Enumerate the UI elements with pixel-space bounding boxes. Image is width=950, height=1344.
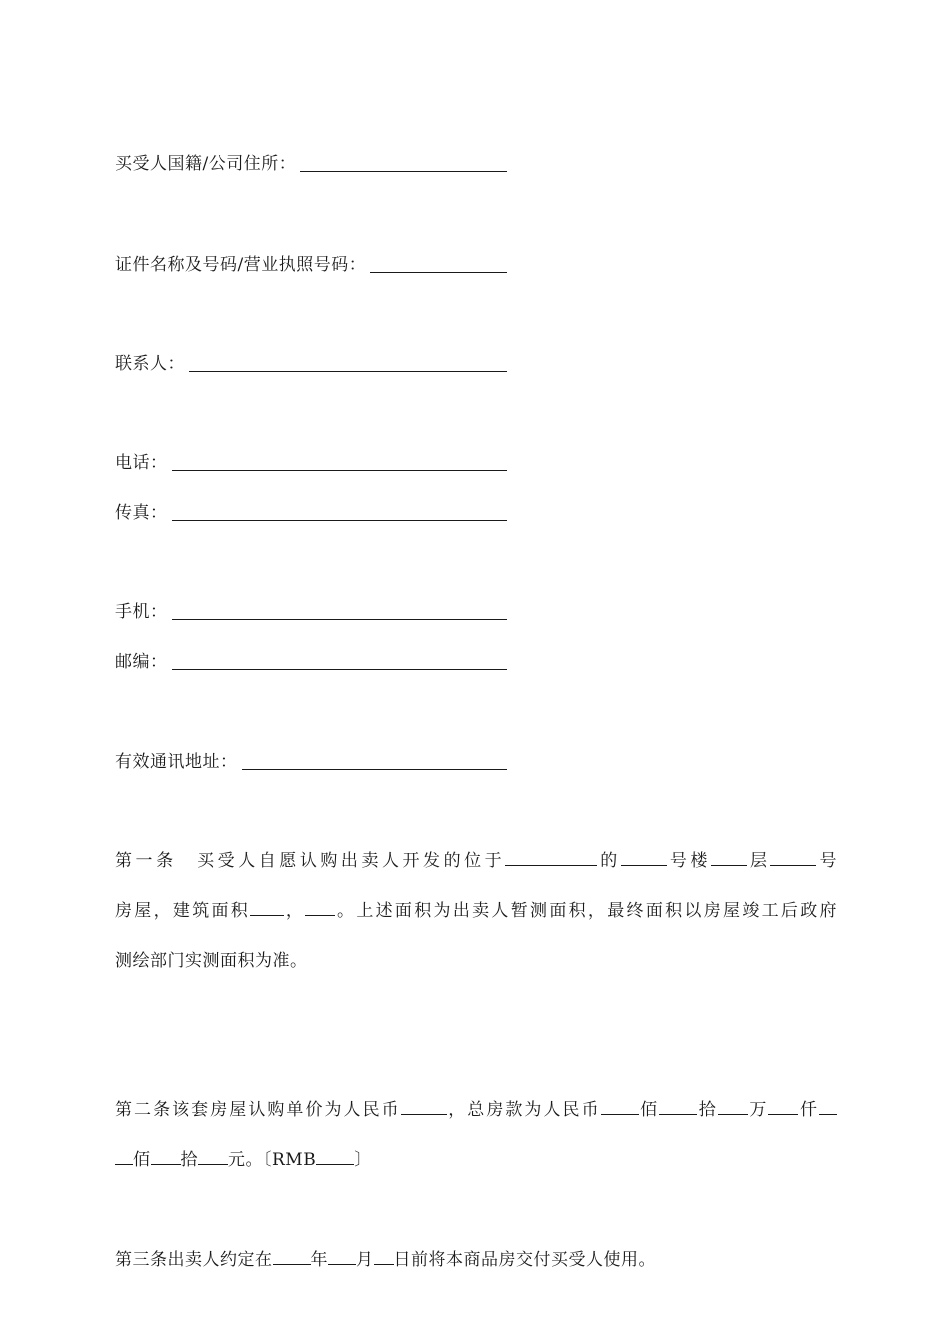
article-2-row-2 [115,1149,837,1171]
article-2-text: 拾 [180,1150,198,1170]
ten-blank [151,1149,181,1165]
article-2-row-1 [115,1099,837,1121]
article-1-text: 号 [816,851,838,871]
building-blank [621,850,667,866]
mailing-address-field [115,751,507,773]
mobile-blank [172,605,508,620]
floor-blank [711,850,747,866]
article-2-text: 佰 [638,1100,660,1120]
article-1 [115,850,837,972]
postcode-field [115,651,507,673]
article-1-text: 号楼 [666,851,711,871]
postcode-label: 邮编： [115,652,168,672]
contact-person-field [115,353,507,375]
million-blank [718,1099,748,1115]
article-1-text: 房屋，建筑面积 [115,901,251,921]
article-3-text: 年 [310,1250,328,1270]
id-number-field [115,254,507,276]
fax-field [115,502,507,524]
phone-blank [172,456,508,471]
buyer-address-label: 买受人国籍/公司住所： [115,154,297,174]
fax-label: 传真： [115,503,168,523]
id-number-label: 证件名称及号码/营业执照号码： [115,255,367,275]
hundred-blank-a [819,1099,837,1115]
article-3-text: 第三条出卖人约定在 [115,1250,273,1270]
buyer-address-blank [300,157,507,172]
article-2 [115,1099,837,1171]
article-2-text: 万 [747,1100,769,1120]
day-blank [374,1249,394,1265]
article-1-text: ， [284,901,306,921]
article-3-text: 日前将本商品房交付买受人使用。 [393,1250,656,1270]
article-1-text: 测绘部门实测面积为准。 [115,951,308,971]
mailing-address-blank [242,755,508,770]
thousand-blank [768,1099,798,1115]
article-2-text: 拾 [697,1100,718,1120]
article-3-row-1 [115,1249,837,1271]
fax-blank [172,506,508,521]
room-blank [770,850,816,866]
hundred-million-blank [601,1099,639,1115]
month-blank [328,1249,356,1265]
article-3 [115,1249,837,1271]
phone-field [115,452,507,474]
area-blank-2 [305,900,335,916]
article-1-text: 第一条 买受人自愿认购出卖人开发的位于 [115,851,506,871]
phone-label: 电话： [115,453,168,473]
area-blank-1 [250,900,284,916]
article-2-text: 佰 [133,1150,151,1170]
article-1-row-2 [115,900,837,922]
yuan-blank [198,1149,228,1165]
contact-person-label: 联系人： [115,354,185,374]
location-blank [505,850,597,866]
article-1-row-3 [115,950,837,972]
article-2-text: 第二条该套房屋认购单价为人民币 [115,1100,401,1120]
unit-price-blank [401,1099,447,1115]
article-2-text: 元。〔RMB [228,1150,317,1170]
article-1-text: 的 [597,851,621,871]
mobile-field [115,601,507,623]
article-2-text: 〕 [354,1150,372,1170]
hundred-blank-b [115,1149,133,1165]
postcode-blank [172,655,508,670]
article-1-text: 层 [746,851,771,871]
article-3-text: 月 [356,1250,374,1270]
article-1-row-1 [115,850,837,872]
mailing-address-label: 有效通讯地址： [115,752,238,772]
year-blank [273,1249,311,1265]
article-2-text: 仟 [798,1100,819,1120]
rmb-blank [316,1149,354,1165]
article-2-text: ，总房款为人民币 [446,1100,601,1120]
buyer-address-field [115,153,507,175]
contact-person-blank [189,357,507,372]
mobile-label: 手机： [115,602,168,622]
id-number-blank [370,258,507,273]
article-1-text: 。上述面积为出卖人暂测面积，最终面积以房屋竣工后政府 [335,901,838,921]
ten-million-blank [659,1099,697,1115]
